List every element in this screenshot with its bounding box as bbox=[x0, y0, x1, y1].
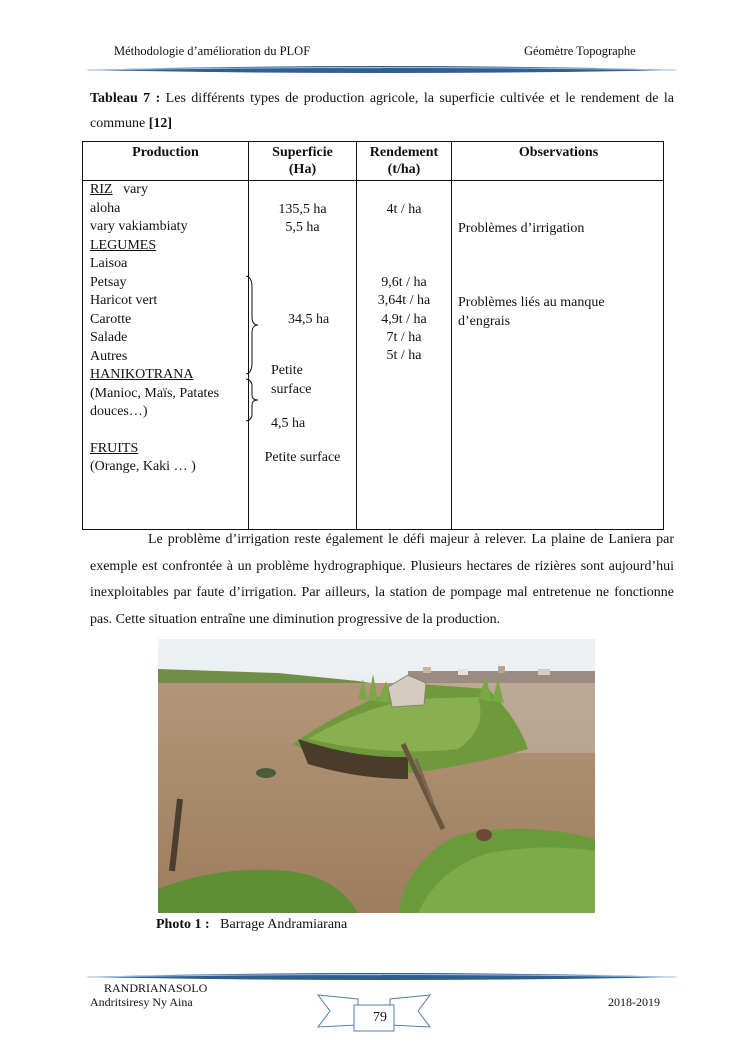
sup-vakiambiaty: 5,5 ha bbox=[285, 220, 320, 235]
sup-petite bbox=[271, 362, 355, 399]
sup-legumes: 34,5 ha bbox=[288, 312, 330, 327]
brace-hanikotrana bbox=[245, 378, 259, 422]
prod-salade: Salade bbox=[90, 330, 128, 345]
sup-fruits: Petite surface bbox=[264, 450, 341, 465]
table-caption bbox=[90, 86, 674, 136]
header-rule bbox=[84, 64, 680, 76]
production-table bbox=[82, 141, 664, 530]
th-rendement-1: Rendement bbox=[369, 145, 439, 160]
sup-petite-2: surface bbox=[271, 381, 312, 397]
prod-aloha: aloha bbox=[90, 200, 121, 216]
footer-author-1: RANDRIANASOLO bbox=[104, 981, 208, 995]
prod-haricot: Haricot vert bbox=[90, 293, 158, 308]
obs-legumes-2: d’engrais bbox=[458, 313, 511, 329]
sup-aloha: 135,5 ha bbox=[278, 202, 327, 217]
footer-year: 2018-2019 bbox=[608, 995, 660, 1009]
obs-legumes bbox=[458, 294, 663, 331]
rend-autres: 5t / ha bbox=[386, 348, 422, 363]
caption-ref: [12] bbox=[148, 116, 173, 131]
prod-fruits-detail: (Orange, Kaki … ) bbox=[90, 459, 196, 474]
footer-author-2: Andritsiresy Ny Aina bbox=[90, 995, 193, 1009]
th-rendement bbox=[357, 144, 451, 178]
th-superficie-2: (Ha) bbox=[288, 162, 317, 177]
header-right: Géomètre Topographe bbox=[524, 44, 636, 58]
col-divider bbox=[451, 142, 452, 529]
prod-petsay: Petsay bbox=[90, 274, 127, 290]
rend-petsay: 9,6t / ha bbox=[381, 275, 427, 290]
th-superficie bbox=[249, 144, 356, 178]
barrage-photo-image bbox=[158, 639, 595, 913]
brace-legumes bbox=[245, 275, 259, 375]
rend-salade: 7t / ha bbox=[386, 330, 422, 345]
prod-riz bbox=[90, 181, 246, 200]
prod-riz-suffix: vary bbox=[123, 182, 148, 197]
caption-text: Les différents types de production agricole, la superficie cultivée et le rendement de la commune bbox=[90, 91, 675, 131]
photo-label: Photo 1 : bbox=[156, 917, 210, 932]
sup-petite-1: Petite bbox=[271, 363, 303, 378]
photo-caption bbox=[156, 917, 347, 933]
rend-riz: 4t / ha bbox=[386, 202, 422, 217]
th-rendement-2: (t/ha) bbox=[387, 162, 421, 177]
rend-carotte: 4,9t / ha bbox=[381, 312, 427, 327]
photo-title: Barrage Andramiarana bbox=[220, 917, 348, 932]
header-left: Méthodologie d’amélioration du PLOF bbox=[114, 44, 311, 58]
page-number: 79 bbox=[373, 1010, 387, 1025]
prod-autres: Autres bbox=[90, 348, 128, 364]
prod-laisoa: Laisoa bbox=[90, 256, 128, 271]
th-observations: Observations bbox=[518, 145, 599, 160]
prod-legumes: LEGUMES bbox=[90, 237, 157, 253]
th-superficie-1: Superficie bbox=[272, 145, 333, 160]
obs-legumes-1: Problèmes liés au manque bbox=[458, 295, 605, 310]
prod-riz-label: RIZ bbox=[90, 182, 113, 197]
sup-hanikotrana: 4,5 ha bbox=[271, 416, 306, 431]
prod-manioc-1: (Manioc, Maïs, Patates bbox=[90, 385, 220, 401]
prod-vakiambiaty: vary vakiambiaty bbox=[90, 219, 188, 234]
prod-carotte: Carotte bbox=[90, 311, 132, 327]
photo-barrage bbox=[158, 639, 595, 913]
paragraph-text: Le problème d’irrigation reste également le défi majeur à relever. La plaine de Laniera par exemple est confrontée à un problème hydrographique. Plusieurs hectares de rizières sont aujourd’hui inexploitables par faute d’irrigation. Par ailleurs, la station de pompage mal entretenue ne fonctionne pas. Cette situation entraîne une diminution progressive de la production. bbox=[90, 532, 674, 627]
prod-manioc-2: douces…) bbox=[90, 404, 148, 419]
body-paragraph bbox=[90, 527, 674, 633]
obs-riz: Problèmes d’irrigation bbox=[458, 221, 585, 236]
rend-haricot: 3,64t / ha bbox=[377, 293, 431, 308]
production-cell bbox=[90, 181, 246, 477]
prod-fruits: FRUITS bbox=[90, 440, 139, 456]
prod-hanikotrana: HANIKOTRANA bbox=[90, 367, 194, 382]
th-production: Production bbox=[132, 145, 199, 160]
caption-label: Tableau 7 : bbox=[90, 91, 161, 106]
